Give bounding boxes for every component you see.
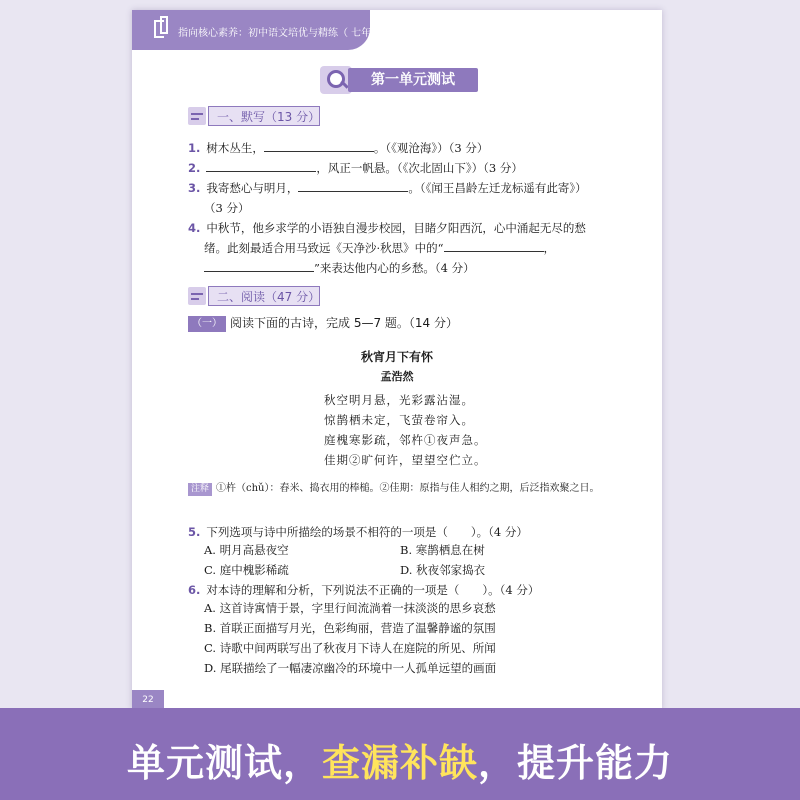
poem-title: 秋宵月下有怀 [360, 350, 433, 364]
note-tag: 注释 [188, 483, 212, 496]
option-b[interactable]: B. 寒鹊栖息在树 [400, 543, 485, 557]
annotation: 注释 ①杵（chǔ）：舂米、捣衣用的棒槌。②佳期：原指与佳人相约之期，后泛指欢聚之日。 [188, 480, 648, 498]
page-number: 22 [132, 690, 164, 710]
header-title: 指向核心素养：初中语文培优与精练（ 七年级上册 ） [178, 28, 415, 39]
question-3-score: （3 分） [204, 201, 250, 215]
subsection-1: （一） 阅读下面的古诗，完成 5—7 题。（14 分） [188, 314, 458, 332]
poem-author: 孟浩然 [380, 370, 414, 383]
answer-blank[interactable] [444, 239, 544, 252]
question-3: 3. 我寄愁心与明月， 。（《闻王昌龄左迁龙标遥有此寄》） [188, 181, 587, 195]
book-icon [154, 20, 164, 38]
banner-text: 单元测试，查漏补缺，提升能力 [126, 741, 674, 785]
section-label: 一、默写（13 分） [208, 106, 320, 126]
banner-highlight: 查漏补缺 [321, 741, 478, 785]
section-head-reading [188, 286, 321, 308]
answer-blank[interactable] [204, 259, 314, 272]
unit-title: 第一单元测试 [348, 68, 478, 92]
question-4: 4. 中秋节，他乡求学的小语独自漫步校园，目睹夕阳西沉，心中涌起无尽的愁 [188, 221, 586, 235]
question-1: 1. 树木丛生， 。（《观沧海》）（3 分） [188, 141, 489, 155]
answer-blank[interactable] [206, 159, 316, 172]
pen-icon [188, 107, 206, 125]
question-2: 2. ，风正一帆悬。（《次北固山下》）（3 分） [188, 161, 523, 175]
answer-blank[interactable] [298, 179, 408, 192]
section-head-dictation [188, 106, 321, 128]
poem-line: 庭槐寒影疏，邻杵①夜声急。 [324, 433, 487, 447]
subsection-tag: （一） [188, 316, 226, 332]
poem-line: 佳期②旷何许，望望空伫立。 [324, 453, 487, 467]
question-6: 6. 对本诗的理解和分析，下列说法不正确的一项是（ ）。（4 分） [188, 583, 540, 597]
answer-blank[interactable] [264, 139, 374, 152]
book-open-icon [188, 287, 206, 305]
option-d[interactable]: D. 尾联描绘了一幅凄凉幽冷的环境中一人孤单远望的画面 [204, 661, 497, 675]
poem-line: 秋空明月悬，光彩露沾湿。 [324, 393, 474, 407]
question-4-line2: 绪。此刻最适合用马致远《天净沙·秋思》中的“ ， [204, 241, 556, 255]
document-page [132, 10, 662, 710]
poem-line: 惊鹊栖未定，飞萤卷帘入。 [324, 413, 474, 427]
option-c[interactable]: C. 庭中槐影稀疏 [204, 563, 289, 577]
option-c[interactable]: C. 诗歌中间两联写出了秋夜月下诗人在庭院的所见、所闻 [204, 641, 496, 655]
question-5: 5. 下列选项与诗中所描绘的场景不相符的一项是（ ）。（4 分） [188, 525, 528, 539]
promo-banner [0, 708, 800, 800]
option-a[interactable]: A. 这首诗寓情于景，字里行间流淌着一抹淡淡的思乡哀愁 [204, 601, 496, 615]
option-a[interactable]: A. 明月高悬夜空 [204, 543, 289, 557]
header-bar [132, 10, 415, 50]
unit-title-block [320, 66, 478, 94]
option-b[interactable]: B. 首联正面描写月光，色彩绚丽，营造了温馨静谧的氛围 [204, 621, 496, 635]
question-4-line3: ”来表达他内心的乡愁。（4 分） [204, 258, 664, 278]
option-d[interactable]: D. 秋夜邻家捣衣 [400, 563, 486, 577]
section-label: 二、阅读（47 分） [208, 286, 320, 306]
